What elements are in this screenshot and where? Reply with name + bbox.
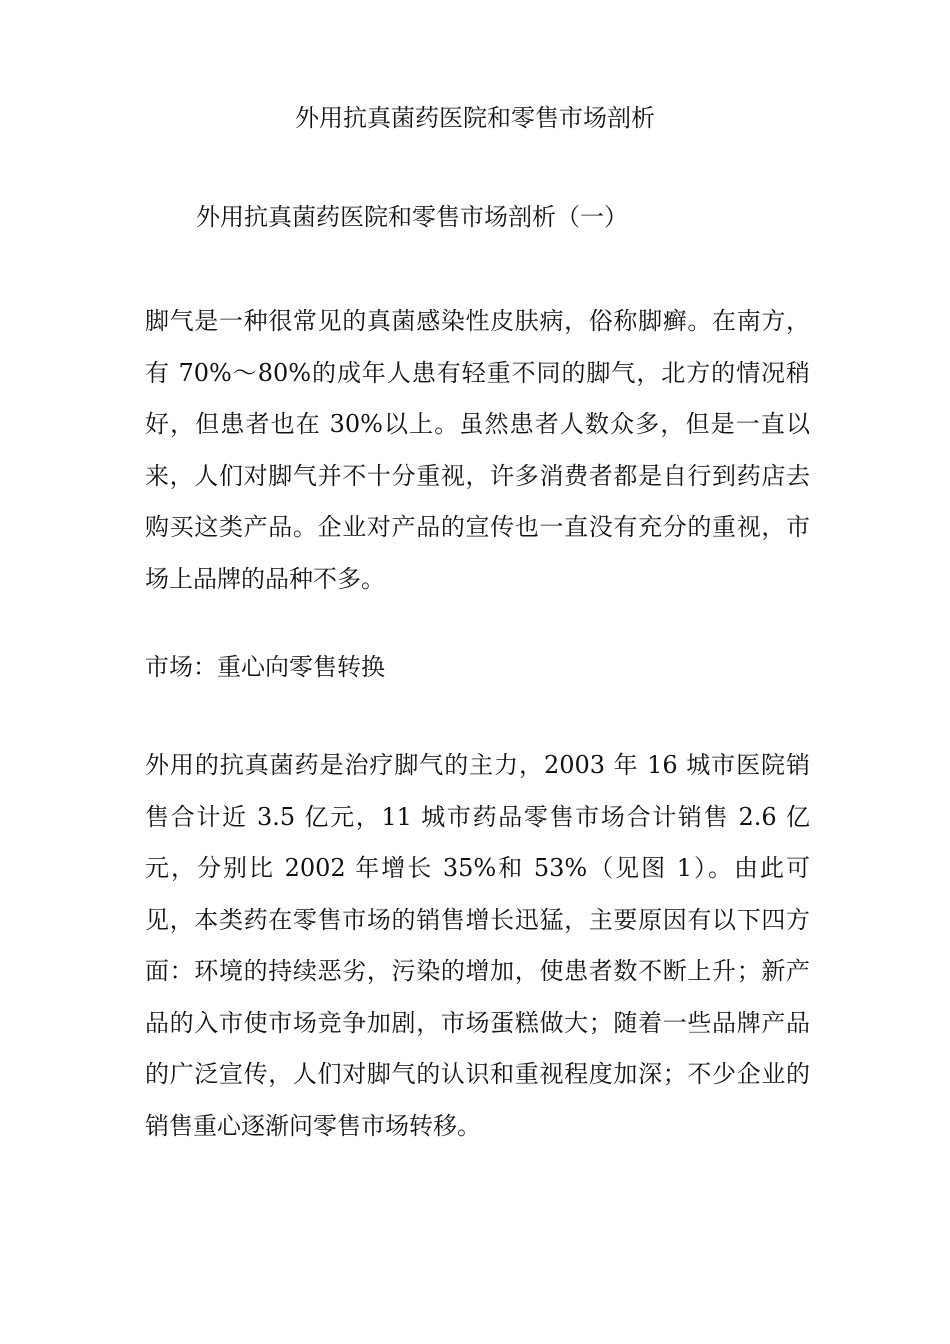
section-heading: 外用抗真菌药医院和零售市场剖析（一）: [196, 203, 628, 231]
body-paragraph-1: 脚气是一种很常见的真菌感染性皮肤病，俗称脚癣。在南方，有 70%～80%的成年人患有轻重不同的脚气，北方的情况稍好，但患者也在 30%以上。虽然患者人数众多，但是一直以来，人们对脚气并不十分重视，许多消费者都是自行到药店去购买这类产品。企业对产品的宣传也一直没有充分的重视，市场上品牌的品种不多。: [145, 307, 810, 593]
body-paragraph-2: 外用的抗真菌药是治疗脚气的主力，2003 年 16 城市医院销售合计近 3.5 亿元，11 城市药品零售市场合计销售 2.6 亿元，分别比 2002 年增长 35%和 53%（见图 1）。由此可见，本类药在零售市场的销售增长迅猛，主要原因有以下四方面：环境的持续恶劣，污染的增加，使患者数不断上升；新产品的入市使市场竞争加剧，市场蛋糕做大；随着一些品牌产品的广泛宣传，人们对脚气的认识和重视程度加深；不少企业的销售重心逐渐问零售市场转移。: [145, 751, 810, 1140]
document-title: 外用抗真菌药医院和零售市场剖析: [295, 104, 655, 132]
subheading: 市场：重心向零售转换: [145, 653, 385, 681]
